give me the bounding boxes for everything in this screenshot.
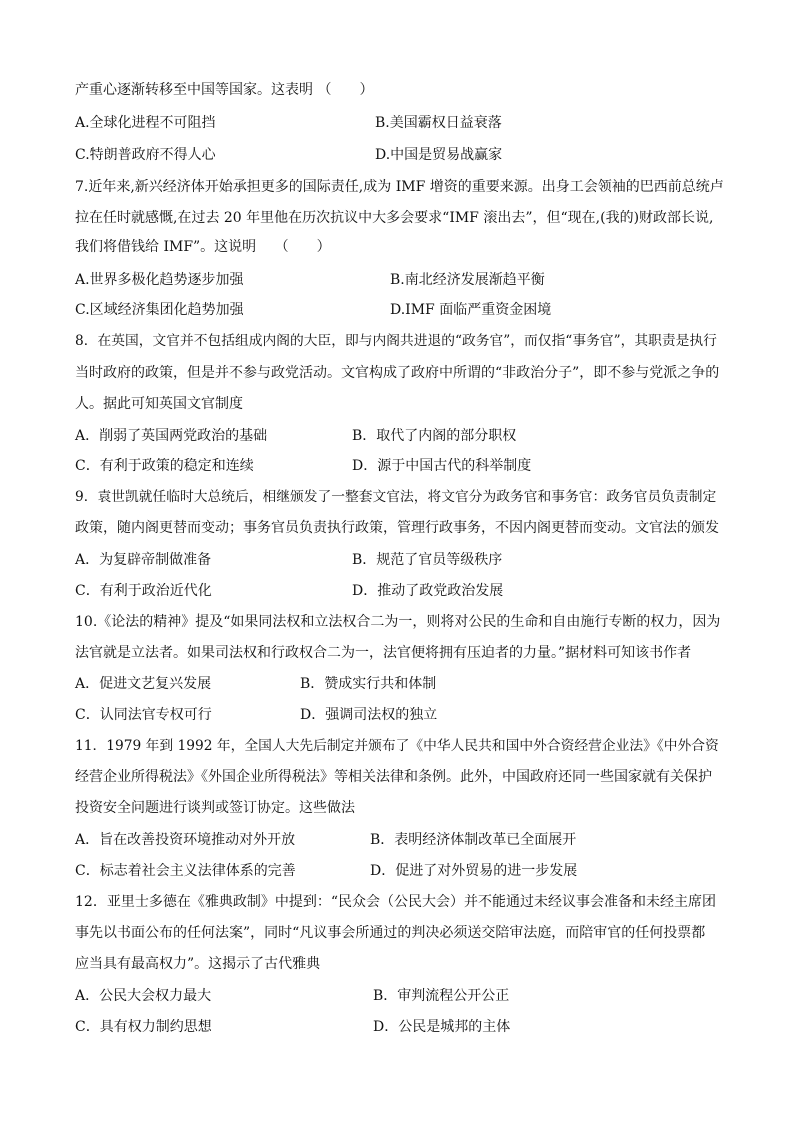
q11-option-d: D．促进了对外贸易的进一步发展 <box>370 863 578 879</box>
q9-option-a: A．为复辟帝制做准备 <box>75 552 212 568</box>
q8-option-a: A．削弱了英国两党政治的基础 <box>75 428 268 444</box>
q11-option-a: A．旨在改善投资环境推动对外开放 <box>75 832 296 848</box>
question-12-line-1: 12．亚里士多德在《雅典政制》中提到：“民众会（公民大会）并不能通过未经议事会准备和未经主席团 <box>75 894 716 910</box>
q8-option-b: B．取代了内阁的部分职权 <box>352 428 517 444</box>
q11-option-c: C．标志着社会主义法律体系的完善 <box>75 863 296 879</box>
q6-option-b: B.美国霸权日益衰落 <box>375 115 502 131</box>
q6-option-a: A.全球化进程不可阻挡 <box>75 115 216 131</box>
q12-option-d: D．公民是城邦的主体 <box>373 1019 511 1035</box>
q11-option-b: B．表明经济体制改革已全面展开 <box>370 832 577 848</box>
question-11-line-3: 投资安全问题进行谈判或签订协定。这些做法 <box>75 800 355 816</box>
question-8-line-3: 人。据此可知英国文官制度 <box>75 396 243 412</box>
q12-option-a: A．公民大会权力最大 <box>75 988 212 1004</box>
q10-option-c: C．认同法官专权可行 <box>75 707 212 723</box>
question-7-line-2: 拉在任时就感慨,在过去 20 年里他在历次抗议中大多会要求“IMF 滚出去”，但“现在,(我的)财政部长说, <box>75 210 714 226</box>
question-11-line-1: 11．1979 年到 1992 年，全国人大先后制定并颁布了《中华人民共和国中外合资经营企业法》《中外合资 <box>75 738 719 754</box>
q12-option-b: B．审判流程公开公正 <box>373 988 510 1004</box>
question-7-line-1: 7.近年来,新兴经济体开始承担更多的国际责任,成为 IMF 增资的重要来源。出身工会领袖的巴西前总统卢 <box>75 179 724 195</box>
question-9-line-2: 政策，随内阁更替而变动；事务官员负责执行政策，管理行政事务，不因内阁更替而变动。文官法的颁发 <box>75 520 719 536</box>
q9-option-b: B．规范了官员等级秩序 <box>352 552 503 568</box>
q12-option-c: C．具有权力制约思想 <box>75 1019 212 1035</box>
q10-option-b: B．赞成实行共和体制 <box>300 676 437 692</box>
q9-option-d: D．推动了政党政治发展 <box>352 583 504 599</box>
q8-option-c: C．有利于政策的稳定和连续 <box>75 458 254 474</box>
q6-option-c: C.特朗普政府不得人心 <box>75 147 216 163</box>
q8-option-d: D．源于中国古代的科举制度 <box>352 458 532 474</box>
question-7-line-3: 我们将借钱给 IMF”。这说明 （ ） <box>75 239 331 255</box>
q7-option-a: A.世界多极化趋势逐步加强 <box>75 272 244 288</box>
q7-option-b: B.南北经济发展渐趋平衡 <box>390 272 545 288</box>
q7-option-d: D.IMF 面临严重资金困境 <box>390 302 552 318</box>
q7-option-c: C.区域经济集团化趋势加强 <box>75 302 244 318</box>
question-8-line-1: 8．在英国，文官并不包括组成内阁的大臣，即与内阁共进退的“政务官”，而仅指“事务官”，其职责是执行 <box>75 333 717 349</box>
question-6-stem: 产重心逐渐转移至中国等国家。这表明 （ ） <box>75 82 374 98</box>
q10-option-d: D．强调司法权的独立 <box>300 707 438 723</box>
q10-option-a: A．促进文艺复兴发展 <box>75 676 212 692</box>
question-11-line-2: 经营企业所得税法》《外国企业所得税法》等相关法律和条例。此外，中国政府还同一些国家就有关保护 <box>75 769 712 785</box>
question-12-line-2: 事先以书面公布的任何法案”，同时“凡议事会所通过的判决必须送交陪审法庭，而陪审官的任何投票都 <box>75 925 706 941</box>
question-10-line-1: 10.《论法的精神》提及“如果同法权和立法权合二为一，则将对公民的生命和自由施行专断的权力，因为 <box>75 614 721 630</box>
q9-option-c: C．有利于政治近代化 <box>75 583 212 599</box>
question-12-line-3: 应当具有最高权力”。这揭示了古代雅典 <box>75 956 321 972</box>
question-8-line-2: 当时政府的政策，但是并不参与政党活动。文官构成了政府中所谓的“非政治分子”，即不参与党派之争的 <box>75 365 720 381</box>
question-9-line-1: 9．袁世凯就任临时大总统后，相继颁发了一整套文官法，将文官分为政务官和事务官：政务官员负责制定 <box>75 489 717 505</box>
q6-option-d: D.中国是贸易战赢家 <box>375 147 503 163</box>
question-10-line-2: 法官就是立法者。如果司法权和行政权合二为一，法官便将拥有压迫者的力量。”据材料可知该书作者 <box>75 645 692 661</box>
